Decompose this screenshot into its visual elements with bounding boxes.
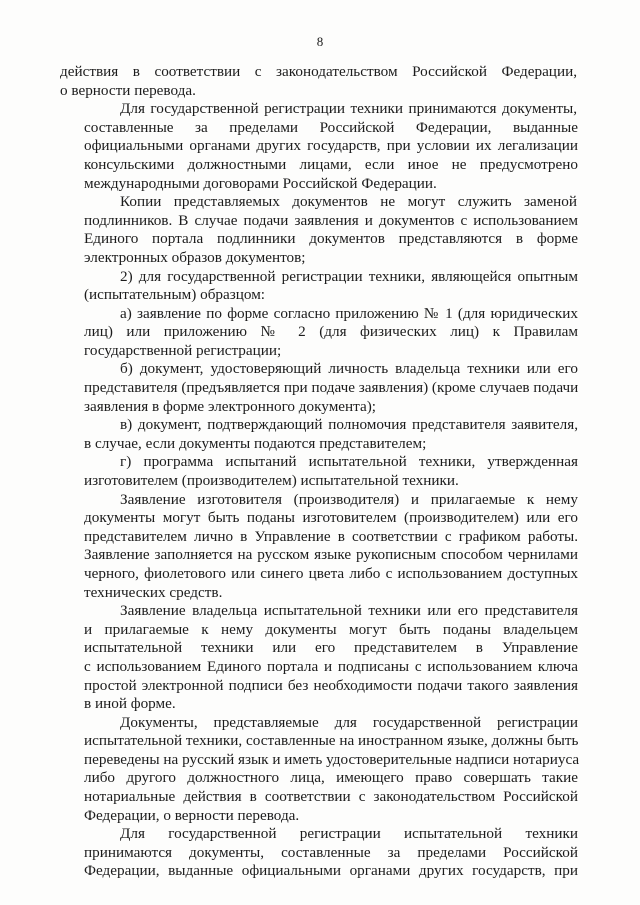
text-line-content: в) документ, подтверждающий полномочия представителя заявителя, [120, 416, 578, 434]
text-line-content: Для государственной регистрации испытательной техники [120, 825, 578, 843]
text-line-content: Федерации, выданные официальными органами других государств, при [84, 862, 578, 880]
text-line [0, 508, 640, 528]
text-line-content: б) документ, удостоверяющий личность владельца техники или его [120, 360, 578, 378]
text-line-content: технических средств. [84, 583, 223, 601]
text-line-content: международными договорами Российской Федерации. [84, 174, 437, 192]
text-line [0, 99, 640, 119]
text-line-content: составленные за пределами Российской Федерации, выданные [84, 118, 578, 136]
text-line-content: изготовителем (производителем) испытательной техники. [84, 472, 459, 489]
text-line [0, 211, 640, 231]
text-line-content: лиц) или приложению № 2 (для физических лиц) к Правилам [84, 323, 578, 341]
text-line-content: а) заявление по форме согласно приложению № 1 (для юридических [120, 304, 578, 322]
text-line-content: Для государственной регистрации техники принимаются документы, [120, 100, 577, 118]
text-line [0, 583, 640, 603]
text-line [0, 490, 640, 510]
text-line [0, 304, 640, 324]
text-line [0, 638, 640, 658]
text-line [0, 415, 640, 435]
text-line [0, 359, 640, 379]
text-line [0, 378, 640, 398]
text-line-content: Заявление заполняется на русском языке рукописным способом чернилами [84, 546, 578, 564]
text-line [0, 657, 640, 677]
text-line [0, 248, 640, 268]
text-line [0, 601, 640, 621]
text-line-content: принимаются документы, составленные за пределами Российской [84, 843, 578, 861]
text-line [0, 155, 640, 175]
text-line-content: представителя (предъявляется при подаче заявления) (кроме случаев подачи [84, 379, 579, 397]
text-line-content: и прилагаемые к нему документы могут быть поданы владельцем [84, 620, 578, 638]
text-line-content: Копии представляемых документов не могут служить заменой [120, 193, 577, 211]
text-line [0, 564, 640, 584]
text-line [0, 192, 640, 212]
text-line [0, 694, 640, 714]
text-line-content: простой электронной подписи без необходимости подачи такого заявления [84, 676, 578, 694]
text-line [0, 452, 640, 472]
text-line-content: Документы, представляемые для государственной регистрации [120, 713, 578, 731]
text-line-content: официальными органами других государств, при условии их легализации [84, 137, 578, 155]
text-line [0, 806, 640, 826]
text-line-content: консульскими должностными лицами, если иное не предусмотрено [84, 155, 578, 173]
text-line [0, 545, 640, 565]
text-line [0, 341, 640, 361]
text-line-content: черного, фиолетового или синего цвета либо с использованием доступных [84, 564, 578, 582]
text-line [0, 713, 640, 733]
text-line [0, 229, 640, 249]
text-line-content: Заявление изготовителя (производителя) и прилагаемые к нему [120, 490, 578, 508]
text-line [0, 118, 640, 138]
text-line-content: о верности перевода. [60, 81, 196, 99]
text-line [0, 434, 640, 454]
text-line [0, 676, 640, 696]
text-line-content: г) программа испытаний испытательной техники, утвержденная [120, 453, 578, 471]
text-line-content: Заявление владельца испытательной техники или его представителя [120, 602, 578, 620]
text-line-content: переведены на русский язык и иметь удостоверительные надписи нотариуса [84, 750, 580, 768]
text-line [0, 471, 640, 491]
text-line-content: Федерации, о верности перевода. [84, 806, 300, 824]
text-line [0, 750, 640, 770]
text-line [0, 322, 640, 342]
text-line-content: в случае, если документы подаются представителем; [84, 434, 427, 452]
text-line-content: документы могут быть поданы изготовителем (производителем) или его [84, 509, 578, 527]
text-line-content: испытательной техники, составленные на иностранном языке, должны быть [84, 732, 579, 750]
text-line [0, 768, 640, 788]
text-line-content: с использованием Единого портала и подписаны с использованием ключа [84, 657, 578, 675]
text-line [0, 285, 640, 305]
text-line-content: действия в соответствии с законодательством Российской Федерации, [60, 63, 577, 80]
text-line [0, 731, 640, 751]
text-line [0, 620, 640, 640]
text-line [0, 267, 640, 287]
text-line-content: (испытательным) образцом: [84, 286, 266, 304]
text-line [0, 824, 640, 844]
text-line-content: государственной регистрации; [84, 341, 282, 359]
text-line [0, 861, 640, 881]
text-line-content: нотариальные действия в соответствии с законодательством Российской [84, 788, 578, 806]
text-line [0, 843, 640, 863]
text-line [0, 81, 640, 101]
page-number: 8 [316, 34, 324, 49]
text-line-content: испытательной техники или его представителем в Управление [84, 639, 578, 657]
text-line-content: Единого портала подлинники документов представляются в форме [84, 230, 578, 248]
text-line-content: заявления в форме электронного документа); [84, 397, 377, 415]
text-line [0, 62, 640, 82]
text-line-content: 2) для государственной регистрации техники, являющейся опытным [120, 267, 578, 285]
text-line [0, 174, 640, 194]
text-line [0, 397, 640, 417]
text-line-content: представителем лично в Управление в соответствии с графиком работы. [84, 527, 578, 545]
text-line-content: электронных образов документов; [84, 248, 306, 266]
text-line [0, 136, 640, 156]
text-line [0, 527, 640, 547]
text-line [0, 787, 640, 807]
text-line-content: подлинников. В случае подачи заявления и документов с использованием [84, 211, 578, 229]
text-line-content: в иной форме. [84, 695, 176, 713]
text-line-content: либо другого должностного лица, имеющего право совершать такие [84, 769, 578, 787]
